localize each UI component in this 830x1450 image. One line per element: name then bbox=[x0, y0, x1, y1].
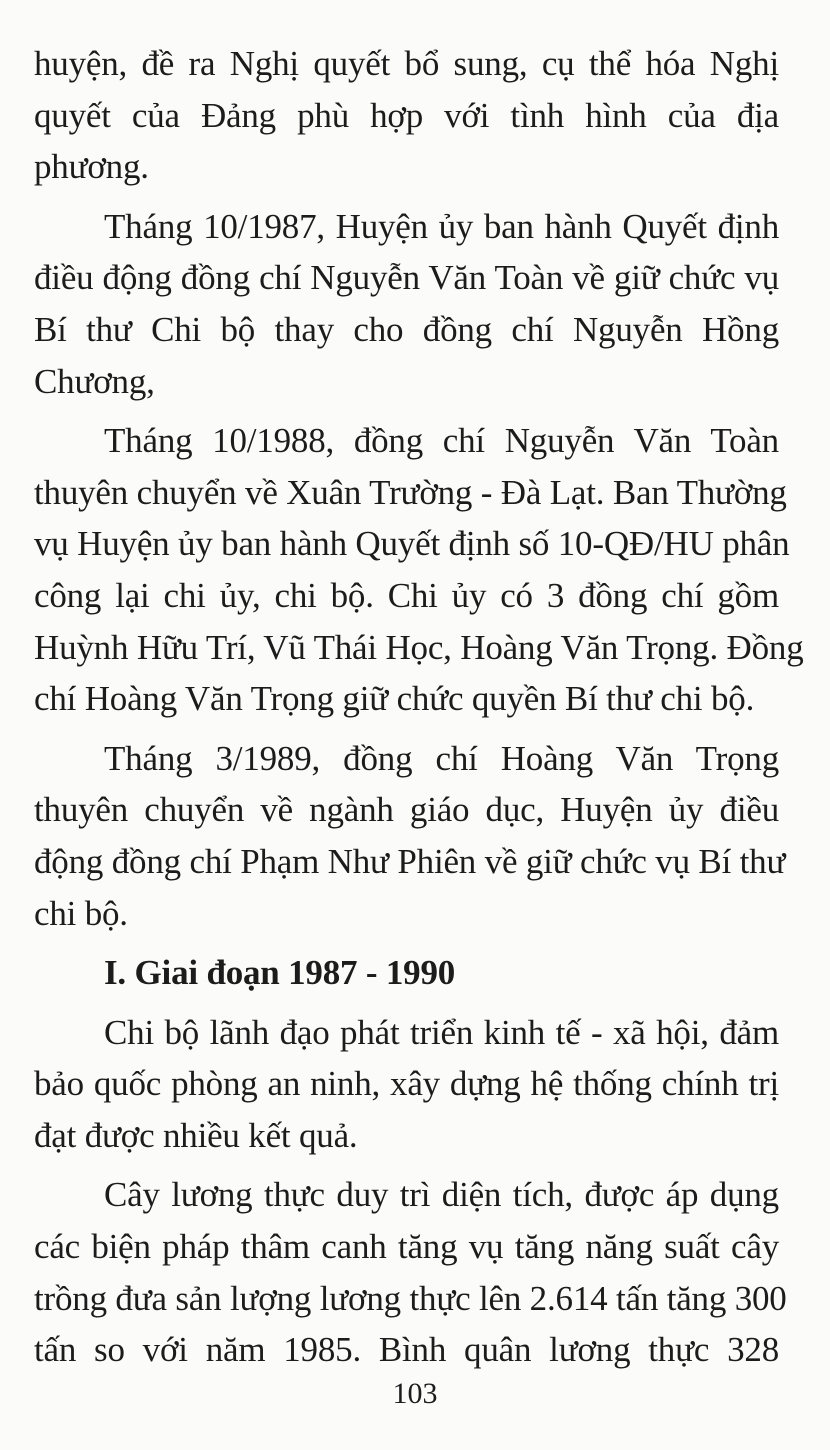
text-line: phương. bbox=[34, 147, 149, 187]
paragraph-p6 bbox=[34, 1169, 787, 1375]
text-line: bảo quốc phòng an ninh, xây dựng hệ thống chính trị bbox=[34, 1064, 779, 1104]
text-line: đạt được nhiều kết quả. bbox=[34, 1115, 358, 1155]
body-text bbox=[34, 38, 804, 1384]
text-line: Cây lương thực duy trì diện tích, được áp dụng bbox=[104, 1175, 779, 1215]
paragraph-p3 bbox=[34, 415, 804, 725]
text-line: công lại chi ủy, chi bộ. Chi ủy có 3 đồng chí gồm bbox=[34, 575, 779, 615]
text-line: Tháng 10/1987, Huyện ủy ban hành Quyết định bbox=[104, 206, 779, 246]
paragraph-p4 bbox=[34, 733, 786, 939]
text-line: các biện pháp thâm canh tăng vụ tăng năng suất cây bbox=[34, 1227, 779, 1267]
paragraph-p2 bbox=[34, 201, 779, 407]
text-line: động đồng chí Phạm Như Phiên về giữ chức vụ Bí thư bbox=[34, 841, 786, 881]
section-heading: I. Giai đoạn 1987 - 1990 bbox=[104, 953, 456, 993]
page-number: 103 bbox=[392, 1377, 438, 1410]
text-line: thuyên chuyển về ngành giáo dục, Huyện ủy điều bbox=[34, 790, 779, 830]
text-line: Tháng 3/1989, đồng chí Hoàng Văn Trọng bbox=[104, 738, 779, 778]
text-line: vụ Huyện ủy ban hành Quyết định số 10-QĐ/HU phân bbox=[34, 524, 790, 564]
paragraph-p1 bbox=[34, 38, 779, 193]
text-line: Chương, bbox=[34, 361, 155, 401]
text-line: tấn so với năm 1985. Bình quân lương thực 328 bbox=[34, 1330, 779, 1370]
text-line: Huỳnh Hữu Trí, Vũ Thái Học, Hoàng Văn Trọng. Đồng bbox=[34, 627, 804, 667]
text-line: thuyên chuyển về Xuân Trường - Đà Lạt. Ban Thường bbox=[34, 472, 787, 512]
paragraph-p5 bbox=[34, 1007, 779, 1162]
text-line: huyện, đề ra Nghị quyết bổ sung, cụ thể hóa Nghị bbox=[34, 44, 779, 83]
text-line: quyết của Đảng phù hợp với tình hình của địa bbox=[34, 95, 779, 135]
text-line: điều động đồng chí Nguyễn Văn Toàn về giữ chức vụ bbox=[34, 258, 779, 298]
text-line: chi bộ. bbox=[34, 893, 128, 933]
text-line: Chi bộ lãnh đạo phát triển kinh tế - xã hội, đảm bbox=[104, 1012, 779, 1052]
text-line: Tháng 10/1988, đồng chí Nguyễn Văn Toàn bbox=[104, 421, 779, 461]
text-line: trồng đưa sản lượng lương thực lên 2.614 tấn tăng 300 bbox=[34, 1278, 787, 1318]
text-line: Bí thư Chi bộ thay cho đồng chí Nguyễn Hồng bbox=[34, 309, 779, 349]
text-line: chí Hoàng Văn Trọng giữ chức quyền Bí thư chi bộ. bbox=[34, 679, 755, 719]
